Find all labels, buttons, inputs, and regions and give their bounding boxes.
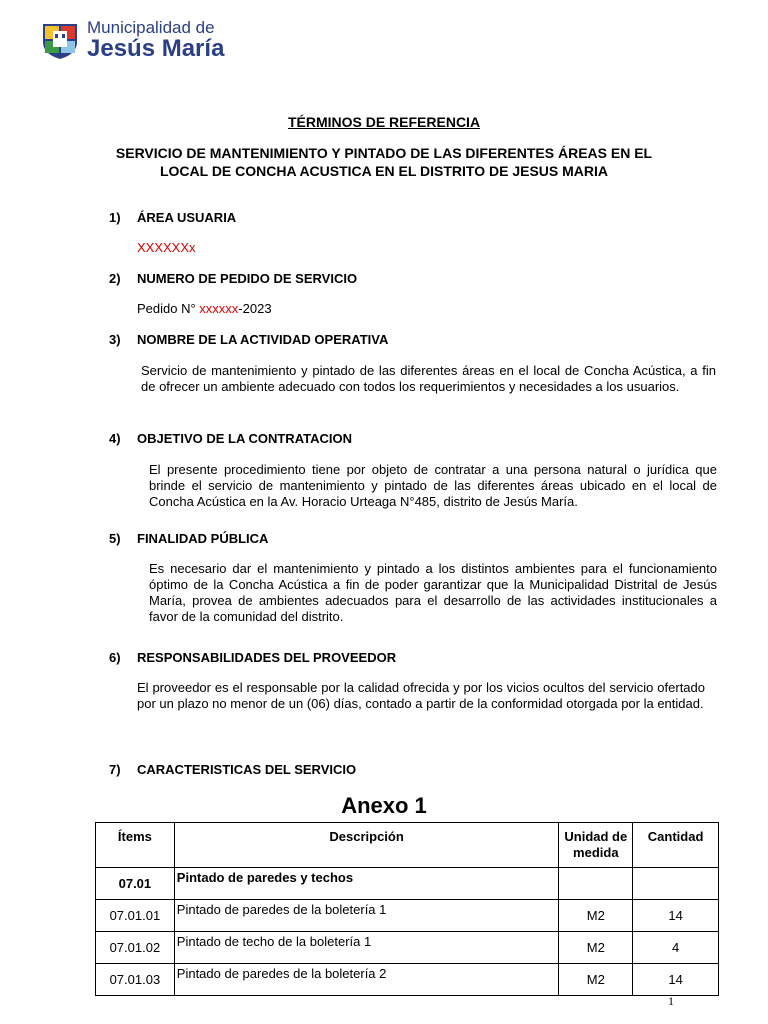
table-row (96, 932, 719, 964)
section-title: ÁREA USUARIA (137, 210, 237, 225)
coat-of-arms-icon (40, 20, 80, 60)
objective-paragraph: El presente procedimiento tiene por objeto de contratar a una persona natural o jurídica que brinde el servicio de mantenimiento y pintado de las diferentes áreas ubicado en el local de Concha Acústica en la Av. Horacio Urteaga N°485, distrito de Jesús María. (149, 462, 717, 509)
section-number: 4) (109, 431, 121, 446)
header-unit: Unidad de medida (559, 823, 633, 868)
section-heading-5 (109, 531, 268, 546)
page-number: 1 (668, 994, 674, 1008)
group-description: Pintado de paredes y techos (174, 868, 559, 900)
section-title: OBJETIVO DE LA CONTRATACION (137, 431, 352, 446)
section-title: FINALIDAD PÚBLICA (137, 531, 269, 546)
public-purpose-paragraph: Es necesario dar el mantenimiento y pintado a los distintos ambientes para el funcionamiento óptimo de la Concha Acústica a fin de poder garantizar que la Municipalidad Distrital de Jesús María, provea de ambientes adecuados para el desarrollo de las actividades institucionales a favor de la comunidad del distrito. (149, 561, 717, 624)
row-quantity: 4 (633, 932, 719, 964)
order-suffix: -2023 (238, 301, 272, 316)
section-number: 2) (109, 271, 121, 286)
table-header-row (96, 823, 719, 868)
row-item: 07.01.01 (96, 900, 175, 932)
responsibilities-paragraph: El proveedor es el responsable por la calidad ofrecida y por los vicios ocultos del servicio ofertado por un plazo no menor de un (06) días, contado a partir de la conformidad otorgada por la entidad. (137, 680, 705, 711)
activity-name-paragraph: Servicio de mantenimiento y pintado de las diferentes áreas en el local de Concha Acústica, a fin de ofrecer un ambiente adecuado con todos los requerimientos y necesidades a los usuarios. (141, 363, 716, 394)
section-heading-7 (109, 762, 356, 777)
row-description: Pintado de paredes de la boletería 2 (174, 964, 559, 996)
section-title: RESPONSABILIDADES DEL PROVEEDOR (137, 650, 397, 665)
section-number: 3) (109, 332, 121, 347)
table-row (96, 900, 719, 932)
row-quantity: 14 (633, 900, 719, 932)
row-unit: M2 (559, 932, 633, 964)
user-area-value: XXXXXXx (137, 240, 196, 255)
header-items: Ítems (96, 823, 175, 868)
row-description: Pintado de techo de la boletería 1 (174, 932, 559, 964)
section-heading-6 (109, 650, 396, 665)
section-heading-3 (109, 332, 388, 347)
section-heading-1 (109, 210, 236, 225)
table-group-row (96, 868, 719, 900)
group-item: 07.01 (96, 868, 175, 900)
row-unit: M2 (559, 900, 633, 932)
section-number: 6) (109, 650, 121, 665)
section-number: 5) (109, 531, 121, 546)
group-unit (559, 868, 633, 900)
municipal-logo (40, 18, 230, 62)
document-subtitle-line-1: SERVICIO DE MANTENIMIENTO Y PINTADO DE LAS DIFERENTES ÁREAS EN EL (115, 145, 653, 161)
service-order-number (137, 301, 272, 317)
table-row (96, 964, 719, 996)
row-quantity: 14 (633, 964, 719, 996)
header-quantity: Cantidad (633, 823, 719, 868)
services-table (95, 822, 719, 996)
section-title: NOMBRE DE LA ACTIVIDAD OPERATIVA (137, 332, 389, 347)
document-subtitle-line-2: LOCAL DE CONCHA ACUSTICA EN EL DISTRITO DE JESUS MARIA (159, 163, 609, 179)
group-quantity (633, 868, 719, 900)
section-heading-2 (109, 271, 357, 286)
row-item: 07.01.03 (96, 964, 175, 996)
logo-line-1: Municipalidad de (87, 18, 215, 37)
section-title: CARACTERISTICAS DEL SERVICIO (137, 762, 357, 777)
logo-line-2: Jesús María (87, 35, 225, 62)
section-number: 1) (109, 210, 121, 225)
row-unit: M2 (559, 964, 633, 996)
document-title: TÉRMINOS DE REFERENCIA (287, 114, 481, 130)
order-prefix: Pedido N° (137, 301, 200, 316)
section-number: 7) (109, 762, 121, 777)
order-code: xxxxxx (199, 301, 239, 316)
row-item: 07.01.02 (96, 932, 175, 964)
section-title: NUMERO DE PEDIDO DE SERVICIO (137, 271, 358, 286)
section-heading-4 (109, 431, 352, 446)
annex-title: Anexo 1 (341, 793, 427, 818)
header-description: Descripción (174, 823, 559, 868)
row-description: Pintado de paredes de la boletería 1 (174, 900, 559, 932)
